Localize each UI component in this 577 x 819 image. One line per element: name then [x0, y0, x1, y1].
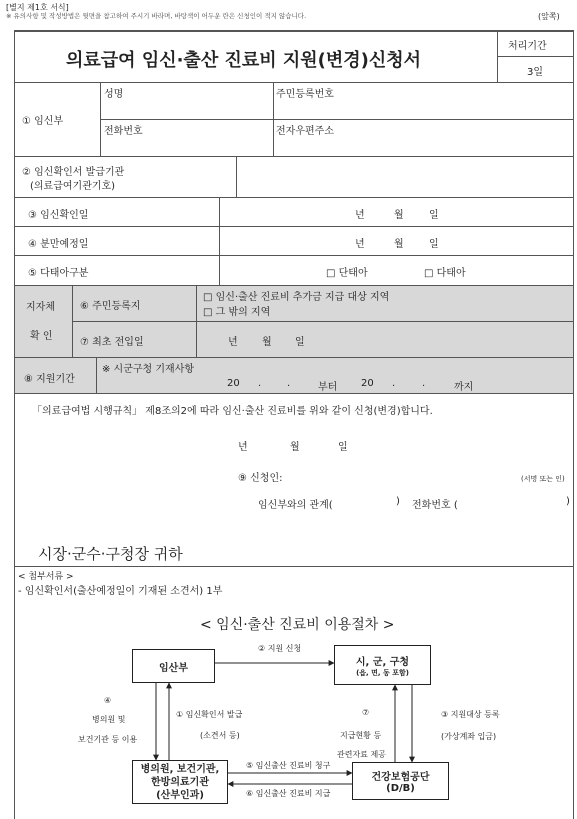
declaration-text: 「의료급여법 시행규칙」 제8조의2에 따라 임신·출산 진료비를 위와 같이 신청(변경)합니다. [32, 406, 433, 417]
email-label: 전자우편주소 [276, 126, 334, 137]
separator-dot: . [392, 378, 396, 389]
first-move-in-date-label: ⑦ 최초 전입일 [80, 337, 144, 348]
issuer-label: ② 임신확인서 발급기관 [22, 167, 125, 178]
month-label: 월 [262, 337, 272, 348]
support-period-label: ⑧ 지원기간 [24, 374, 75, 385]
date-month-label: 월 [290, 442, 300, 453]
sign-or-seal-note: (서명 또는 인) [521, 475, 565, 483]
other-area-checkbox[interactable]: □ 그 밖의 지역 [203, 307, 271, 318]
due-date-label: ④ 분만예정일 [28, 239, 89, 250]
registered-address-label: ⑥ 주민등록지 [80, 301, 141, 312]
day-label: 일 [429, 239, 439, 250]
extra-support-area-checkbox[interactable]: □ 임신·출산 진료비 추가금 지급 대상 지역 [203, 292, 390, 303]
from-year-prefix: 20 [227, 378, 240, 389]
form-title: 의료급여 임신·출산 진료비 지원(변경)신청서 [66, 50, 422, 71]
relation-close: ) [396, 496, 400, 507]
step-6-label: ⑥ 임신출산 진료비 지급 [246, 789, 331, 798]
step-7-line-2: 관련자료 제공 [337, 750, 386, 759]
support-period-note: ※ 시군구청 기재사항 [102, 364, 195, 375]
phone-number-label: 전화번호 ( [412, 500, 458, 511]
processing-period-value: 3일 [527, 67, 544, 78]
date-day-label: 일 [338, 442, 348, 453]
city-office-sub-label: (읍, 면, 동 포함) [356, 668, 409, 677]
month-label: 월 [394, 210, 404, 221]
separator-dot: . [422, 378, 426, 389]
hospital-label-3: (산부인과) [156, 789, 204, 801]
attachments-title: < 첨부서류 > [18, 572, 74, 582]
step-5-label: ⑤ 임신출산 진료비 청구 [246, 761, 331, 770]
pregnancy-confirm-date-label: ③ 임신확인일 [28, 210, 89, 221]
day-label: 일 [295, 337, 305, 348]
phone-close: ) [566, 496, 570, 507]
recipient-label: 시장·군수·구청장 귀하 [38, 545, 183, 563]
step-1-line-1: ① 임신확인서 발급 [176, 710, 243, 719]
date-year-label: 년 [238, 442, 248, 453]
from-label: 부터 [318, 382, 338, 393]
header-note: ※ 유의사항 및 작성방법은 뒷면을 참고하여 주시기 바라며, 바탕색이 어두운 란은 신청인이 적지 않습니다. [6, 12, 307, 20]
separator-dot: . [287, 378, 291, 389]
step-3-line-2: (가상계좌 입금) [441, 732, 497, 741]
to-year-prefix: 20 [361, 378, 374, 389]
step-7-number: ⑦ [362, 708, 370, 717]
step-3-line-1: ③ 지원대상 등록 [441, 710, 500, 719]
confirm-label: 확 인 [30, 331, 53, 342]
attachment-item: - 임신확인서(출산예정일이 기재된 소견서) 1부 [18, 586, 223, 597]
separator-dot: . [258, 378, 262, 389]
box-pregnant-woman: 임산부 [132, 649, 215, 683]
nhis-label: 건강보험공단 [371, 772, 430, 783]
to-label: 까지 [454, 382, 474, 393]
hospital-label-2: 한방의료기관 [151, 776, 209, 788]
step-4-line-1: 병의원 및 [92, 715, 126, 724]
year-label: 년 [355, 239, 365, 250]
step-2-label: ② 지원 신청 [258, 644, 302, 653]
box-city-office [334, 645, 431, 685]
hospital-label-1: 병의원, 보건기관, [140, 763, 220, 775]
step-7-line-1: 지급현황 등 [340, 731, 382, 740]
phone-label: 전화번호 [104, 126, 143, 137]
applicant-sign-label: ⑨ 신청인: [238, 473, 283, 484]
year-label: 년 [355, 210, 365, 221]
multiple-birth-label: ⑤ 다태아구분 [28, 268, 89, 279]
box-medical-institution [132, 760, 228, 804]
rrn-label: 주민등록번호 [276, 89, 334, 100]
step-4-number: ④ [104, 696, 112, 705]
day-label: 일 [429, 210, 439, 221]
month-label: 월 [394, 239, 404, 250]
name-label: 성명 [104, 89, 124, 100]
page-side-label: (앞쪽) [538, 12, 560, 21]
processing-period-label: 처리기간 [508, 41, 547, 52]
issuer-code-label: (의료급여기관기호) [30, 181, 116, 192]
box-nhis [352, 762, 449, 800]
step-1-line-2: (소견서 등) [200, 731, 240, 740]
pregnant-section-label: ① 임신부 [22, 116, 64, 127]
multiple-birth-checkbox[interactable]: □ 다태아 [424, 268, 466, 279]
relation-label: 임신부와의 관계( [258, 500, 333, 511]
local-gov-label: 지자체 [26, 302, 55, 313]
single-birth-checkbox[interactable]: □ 단태아 [326, 268, 368, 279]
form-number: [별지 제1호 서식] [6, 3, 69, 12]
step-4-line-2: 보건기관 등 이용 [78, 735, 138, 744]
procedure-title: < 임신·출산 진료비 이용절차 > [200, 617, 395, 633]
city-office-label: 시, 군, 구청 [355, 656, 410, 668]
year-label: 년 [228, 337, 238, 348]
nhis-db-label: (D/B) [386, 783, 415, 794]
